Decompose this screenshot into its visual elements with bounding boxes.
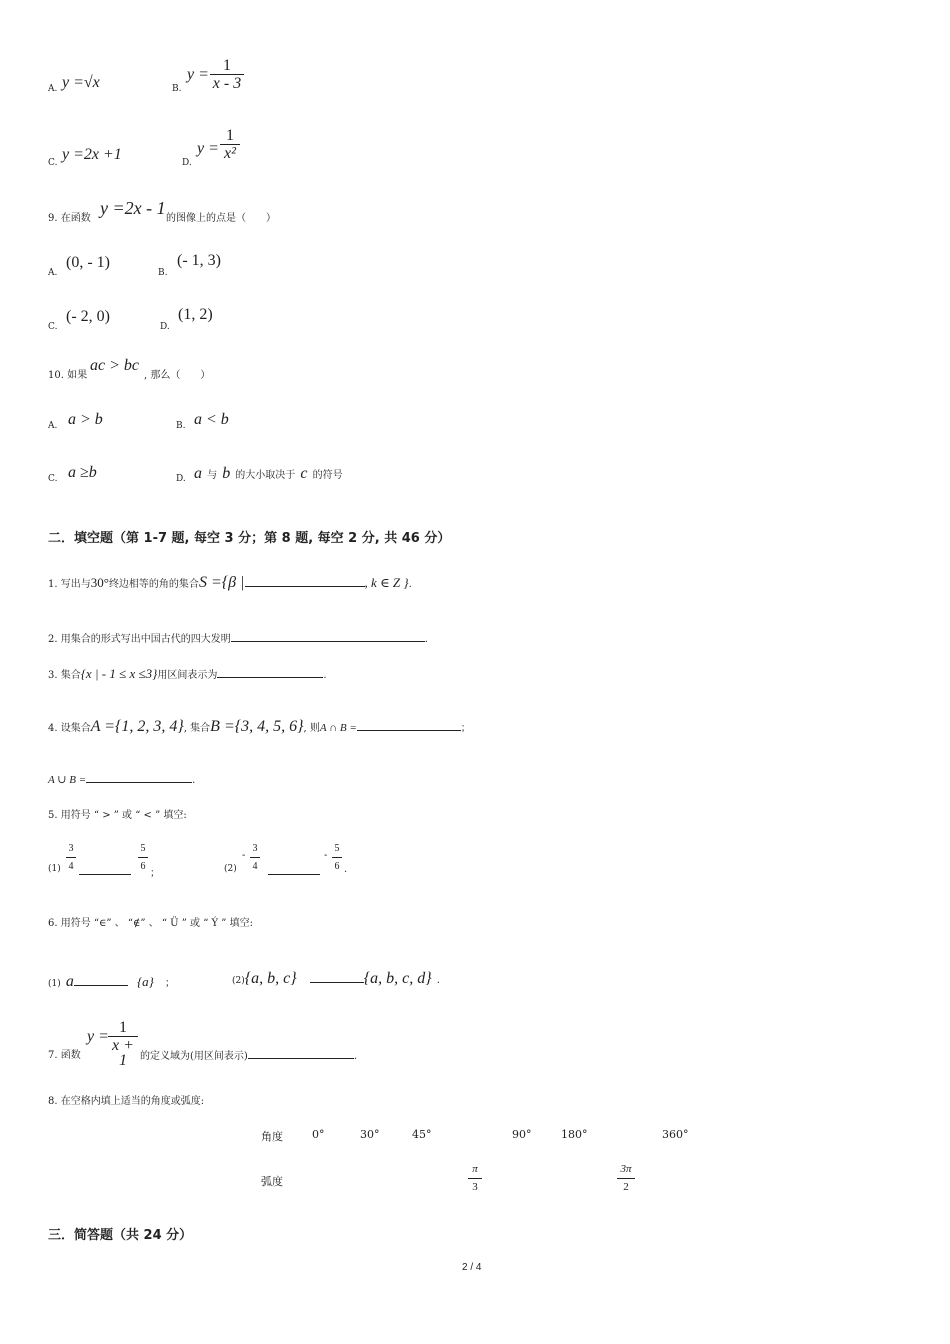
fill-7-lhs: y =: [87, 1028, 109, 1045]
fill-4-semicolon: ；: [460, 723, 471, 734]
fill-7-blank[interactable]: [248, 1046, 354, 1059]
fill-2: [48, 627, 428, 646]
fill-6-part-2-label: (2): [232, 976, 245, 986]
q10-expr: ac > bc: [90, 357, 139, 374]
q10-option-c-label: C.: [48, 474, 58, 484]
rad-2-numerator: 3π: [620, 1163, 632, 1175]
fill-5-minus-1: -: [242, 850, 246, 861]
table-cell-deg-180: 180°: [561, 1128, 588, 1141]
fill-5-n1: 3: [68, 843, 74, 854]
fill-6-set-abc: {a, b, c}: [244, 970, 297, 987]
option-d-denominator: x²: [224, 145, 236, 162]
option-c-expr: y =2x +1: [62, 146, 122, 163]
q10-prefix: 10. 如果: [48, 370, 88, 381]
option-c-label: C.: [48, 158, 58, 168]
fill-3-end: .: [323, 670, 327, 681]
fill-1-blank[interactable]: [245, 574, 365, 587]
fill-4-intersection: A ∩ B =: [319, 722, 357, 734]
option-b-lhs: y =: [187, 66, 209, 83]
fill-5-d4: 6: [334, 861, 340, 872]
fill-6-blank-2[interactable]: [310, 970, 364, 983]
q10-d-t3: 的符号: [312, 470, 343, 481]
option-a-label: A.: [48, 84, 58, 94]
table-cell-rad-pi-3: [468, 1162, 482, 1195]
table-cell-deg-90: 90°: [512, 1128, 532, 1141]
fill-7-fraction: [108, 1020, 138, 1068]
fill-5-d3: 4: [252, 861, 258, 872]
option-b-denominator: x - 3: [212, 75, 242, 92]
q9-option-b-expr: (- 1, 3): [177, 252, 221, 269]
q9-option-a-expr: (0, - 1): [66, 254, 110, 271]
option-b-fraction: [210, 58, 244, 91]
fill-1-prefix: 1. 写出与: [48, 579, 91, 590]
fill-2-end: .: [424, 634, 428, 645]
fill-5-n4: 5: [334, 843, 340, 854]
fill-5-semicolon: ；: [150, 868, 160, 879]
fill-1-set-open: S ={β |: [198, 574, 245, 591]
fill-7-prefix: 7. 函数: [48, 1050, 81, 1061]
fill-6-semicolon: ；: [164, 978, 175, 989]
fill-4-union: A ∪ B =: [48, 774, 87, 786]
q10-d-a: a: [194, 465, 202, 482]
fill-2-text: 2. 用集合的形式写出中国古代的四大发明: [48, 634, 231, 645]
q10-option-a-label: A.: [48, 421, 58, 431]
fill-5-frac-3: [250, 841, 260, 874]
q10-option-c-expr: a ≥b: [68, 464, 97, 481]
q9-suffix: 的图像上的点是（ ）: [166, 213, 276, 224]
q10-d-t1: 与: [207, 470, 218, 481]
fill-5-d2: 6: [140, 861, 146, 872]
fill-1-mid: 终边相等的角的集合: [108, 579, 199, 590]
q10-option-d-label: D.: [176, 474, 186, 484]
fill-7-numerator: 1: [119, 1019, 127, 1036]
fill-5-end: .: [344, 864, 348, 875]
fill-5-blank-1[interactable]: [79, 862, 131, 875]
fill-6-part-2: [232, 968, 440, 988]
fill-6-blank-1[interactable]: [74, 973, 128, 986]
fill-5-d1: 4: [68, 861, 74, 872]
fill-3-prefix: 3. 集合: [48, 670, 81, 681]
fill-6-part-1: [48, 971, 175, 991]
fill-5-n2: 5: [140, 843, 146, 854]
fill-3-blank[interactable]: [217, 665, 323, 678]
fill-4-blank-1[interactable]: [357, 718, 461, 731]
fill-3: [48, 663, 327, 682]
table-cell-deg-45: 45°: [412, 1128, 432, 1141]
table-cell-deg-0: 0°: [312, 1128, 325, 1141]
section-2-title: 二．填空题（第 1-7 题, 每空 3 分；第 8 题, 每空 2 分, 共 46 分）: [48, 531, 451, 546]
rad-1-denominator: 3: [472, 1181, 478, 1193]
fill-5-part-1-label: (1): [48, 864, 61, 874]
fill-5-frac-2: [138, 841, 148, 874]
q9-option-c-expr: (- 2, 0): [66, 308, 110, 325]
fill-4-prefix: 4. 设集合: [48, 723, 91, 734]
fill-4-mid: , 集合: [183, 723, 211, 734]
fill-5-frac-1: [66, 841, 76, 874]
table-row-radian-label: 弧度: [261, 1175, 283, 1188]
q9-option-c-label: C.: [48, 322, 58, 332]
q9-option-d-expr: (1, 2): [178, 306, 213, 323]
q9-option-d-label: D.: [160, 322, 170, 332]
table-row-degree-label: 角度: [261, 1130, 283, 1143]
fill-5-minus-2: -: [324, 850, 328, 861]
fill-4-b-set: B ={3, 4, 5, 6}: [210, 718, 304, 735]
fill-5-n3: 3: [252, 843, 258, 854]
q10-d-t2: 的大小取决于: [235, 470, 296, 481]
fill-3-set: {x | - 1 ≤ x ≤3}: [80, 666, 158, 681]
option-a-expr: y =√x: [62, 74, 100, 91]
table-cell-deg-360: 360°: [662, 1128, 689, 1141]
fill-5-blank-2[interactable]: [268, 862, 320, 875]
q10-option-d-text: [194, 463, 343, 483]
fill-7-denominator: x + 1: [112, 1037, 134, 1069]
rad-2-denominator: 2: [623, 1181, 629, 1193]
fill-1-set-close: , k ∈ Z }: [364, 575, 409, 590]
page-number: 2 / 4: [462, 1262, 482, 1273]
fill-2-blank[interactable]: [231, 629, 425, 642]
rad-1-numerator: π: [472, 1163, 478, 1175]
q9-option-b-label: B.: [158, 268, 168, 278]
section-3-title: 三．简答题（共 24 分）: [48, 1228, 193, 1243]
fill-1-end: .: [408, 579, 412, 590]
fill-1-angle: 30°: [90, 575, 109, 590]
fill-4-end: .: [192, 775, 196, 786]
fill-7-tail: [140, 1044, 357, 1063]
fill-1: [48, 572, 412, 592]
option-d-label: D.: [182, 158, 192, 168]
q10-d-b: b: [222, 465, 231, 482]
fill-5-text: 5. 用符号 “ > ” 或 “ < ” 填空:: [48, 810, 187, 821]
option-d-lhs: y =: [197, 140, 219, 157]
fill-6-set-a: {a}: [136, 974, 154, 989]
option-d-numerator: 1: [226, 127, 234, 144]
option-b-label: B.: [172, 84, 182, 94]
fill-7-end: .: [353, 1051, 357, 1062]
fill-6-set-abcd: {a, b, c, d}: [363, 970, 432, 987]
fill-4-a-set: A ={1, 2, 3, 4}: [90, 718, 184, 735]
fill-4: [48, 716, 471, 736]
q10-option-b-label: B.: [176, 421, 186, 431]
q9-expr: y =2x - 1: [100, 198, 166, 218]
fill-3-suffix: 用区间表示为: [157, 670, 218, 681]
q10-suffix: , 那么（ ）: [144, 370, 211, 381]
q10-d-c: c: [300, 465, 308, 482]
fill-6-text: 6. 用符号 “∈” 、 “∉” 、 “ Ü ” 或 “ Ý ” 填空:: [48, 918, 253, 929]
fill-6-part-1-label: (1): [48, 979, 61, 989]
option-d-fraction: [220, 128, 240, 161]
q10-option-a-expr: a > b: [68, 411, 103, 428]
option-b-numerator: 1: [223, 57, 231, 74]
fill-5-part-2-label: (2): [224, 864, 237, 874]
table-cell-rad-3pi-2: [617, 1162, 635, 1195]
fill-6-a: a: [65, 973, 74, 990]
fill-4-blank-2[interactable]: [86, 770, 192, 783]
fill-4-then: , 则: [303, 723, 320, 734]
fill-7-suffix: 的定义域为(用区间表示): [140, 1051, 248, 1062]
fill-8-text: 8. 在空格内填上适当的角度或弧度:: [48, 1096, 205, 1107]
q10-option-b-expr: a < b: [194, 411, 229, 428]
fill-5-frac-4: [332, 841, 342, 874]
table-cell-deg-30: 30°: [360, 1128, 380, 1141]
q9-option-a-label: A.: [48, 268, 58, 278]
q9-prefix: 9. 在函数: [48, 213, 91, 224]
fill-4-union-line: [48, 768, 195, 787]
fill-6-end: .: [436, 975, 440, 986]
